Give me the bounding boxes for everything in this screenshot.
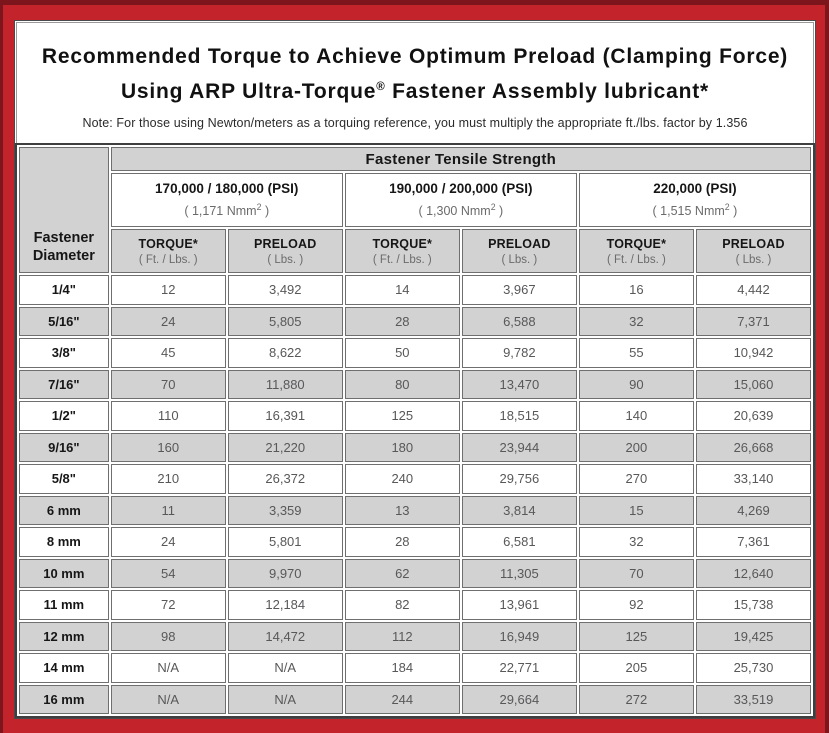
table-row [19,653,811,683]
torque-cell: 11 [111,496,226,526]
document-content [14,20,816,719]
psi-group-3 [579,173,811,227]
torque-cell: 62 [345,559,460,589]
preload-cell: 3,967 [462,275,577,305]
torque-column-header-2: TORQUE* ( Ft. / Lbs. ) [345,229,460,273]
preload-cell: 18,515 [462,401,577,431]
torque-cell: 160 [111,433,226,463]
preload-cell: 12,184 [228,590,343,620]
preload-cell: 26,668 [696,433,811,463]
preload-cell: 4,269 [696,496,811,526]
diameter-cell: 10 mm [19,559,109,589]
torque-cell: 272 [579,685,694,715]
preload-cell: 33,519 [696,685,811,715]
preload-cell: 4,442 [696,275,811,305]
torque-cell: 92 [579,590,694,620]
torque-cell: 70 [579,559,694,589]
preload-cell: 15,060 [696,370,811,400]
torque-cell: 16 [579,275,694,305]
corner-header-fastener-diameter [19,147,109,273]
diameter-cell: 12 mm [19,622,109,652]
preload-cell: 21,220 [228,433,343,463]
preload-cell: 12,640 [696,559,811,589]
diameter-cell: 5/16" [19,307,109,337]
diameter-cell: 1/2" [19,401,109,431]
preload-column-header-1: PRELOAD ( Lbs. ) [228,229,343,273]
table-row [19,464,811,494]
preload-cell: 7,371 [696,307,811,337]
title-line2-pre: Using ARP Ultra-Torque [120,80,377,103]
preload-cell: 19,425 [696,622,811,652]
psi-group-3-nmm: ( 1,515 Nmm$^2$ ) [652,202,738,219]
diameter-cell: 11 mm [19,590,109,620]
diameter-cell: 9/16" [19,433,109,463]
torque-cell: 15 [579,496,694,526]
preload-cell: 15,738 [696,590,811,620]
preload-cell: 9,970 [228,559,343,589]
diameter-cell: 16 mm [19,685,109,715]
red-border-frame [3,5,825,733]
table-row [19,401,811,431]
torque-cell: 210 [111,464,226,494]
torque-cell: 24 [111,307,226,337]
preload-cell: 3,359 [228,496,343,526]
torque-cell: 125 [345,401,460,431]
torque-cell: 112 [345,622,460,652]
page-title-line2 [15,72,815,107]
preload-cell: 13,470 [462,370,577,400]
preload-cell: 29,756 [462,464,577,494]
table-row [19,590,811,620]
preload-cell: 9,782 [462,338,577,368]
torque-cell: 244 [345,685,460,715]
preload-cell: 29,664 [462,685,577,715]
psi-group-1-label: 170,000 / 180,000 (PSI) [155,181,299,197]
torque-cell: 55 [579,338,694,368]
torque-cell: 14 [345,275,460,305]
torque-cell: 12 [111,275,226,305]
diameter-cell: 5/8" [19,464,109,494]
preload-cell: 6,581 [462,527,577,557]
preload-cell: 3,492 [228,275,343,305]
torque-cell: 205 [579,653,694,683]
psi-group-2-label: 190,000 / 200,000 (PSI) [389,181,533,197]
preload-cell: 20,639 [696,401,811,431]
preload-cell: 11,305 [462,559,577,589]
torque-cell: 28 [345,307,460,337]
torque-cell: 28 [345,527,460,557]
torque-table [15,143,815,718]
torque-cell: 72 [111,590,226,620]
table-header-row-columns [19,229,811,273]
diameter-cell: 7/16" [19,370,109,400]
preload-cell: 5,801 [228,527,343,557]
preload-column-header-3: PRELOAD ( Lbs. ) [696,229,811,273]
psi-group-3-label: 220,000 (PSI) [653,181,737,197]
preload-cell: 3,814 [462,496,577,526]
torque-column-header-1: TORQUE* ( Ft. / Lbs. ) [111,229,226,273]
torque-cell: 180 [345,433,460,463]
preload-cell: 14,472 [228,622,343,652]
torque-cell: 70 [111,370,226,400]
torque-cell: 45 [111,338,226,368]
table-row [19,433,811,463]
preload-column-header-2: PRELOAD ( Lbs. ) [462,229,577,273]
preload-cell: 13,961 [462,590,577,620]
preload-cell: 5,805 [228,307,343,337]
diameter-cell: 3/8" [19,338,109,368]
diameter-cell: 6 mm [19,496,109,526]
conversion-note: Note: For those using Newton/meters as a torquing reference, you must multiply the appropriate ft./lbs. factor by 1.356 [82,116,748,130]
torque-cell: 125 [579,622,694,652]
preload-cell: 11,880 [228,370,343,400]
table-row [19,622,811,652]
corner-header-line1: Fastener [33,230,95,246]
torque-cell: 32 [579,307,694,337]
torque-cell: 184 [345,653,460,683]
table-row [19,685,811,715]
psi-group-1-nmm: ( 1,171 Nmm$^2$ ) [184,202,270,219]
table-row [19,527,811,557]
torque-cell: 54 [111,559,226,589]
torque-cell: 13 [345,496,460,526]
torque-cell: 90 [579,370,694,400]
preload-cell: 7,361 [696,527,811,557]
corner-header-line2: Diameter [32,248,95,264]
table-row [19,275,811,305]
preload-cell: 23,944 [462,433,577,463]
diameter-cell: 8 mm [19,527,109,557]
torque-table-wrapper [15,143,815,718]
preload-cell: 26,372 [228,464,343,494]
tensile-strength-header: Fastener Tensile Strength [111,147,811,171]
table-header-row-tensile [19,147,811,171]
preload-cell: 25,730 [696,653,811,683]
torque-cell: 32 [579,527,694,557]
psi-group-2-nmm: ( 1,300 Nmm$^2$ ) [418,202,504,219]
torque-column-header-3: TORQUE* ( Ft. / Lbs. ) [579,229,694,273]
title-line2-post: Fastener Assembly lubricant* [385,80,710,103]
page-title-line1: Recommended Torque to Achieve Optimum Preload (Clamping Force) [41,45,789,68]
registered-trademark-symbol: ® [376,81,386,93]
preload-cell: 10,942 [696,338,811,368]
torque-cell: 140 [579,401,694,431]
title-area [15,21,815,143]
preload-cell: N/A [228,685,343,715]
table-header-row-psi-groups [19,173,811,227]
table-row [19,370,811,400]
torque-cell: 98 [111,622,226,652]
diameter-cell: 1/4" [19,275,109,305]
psi-group-1 [111,173,343,227]
preload-cell: 22,771 [462,653,577,683]
torque-cell: 50 [345,338,460,368]
table-row [19,559,811,589]
preload-cell: 6,588 [462,307,577,337]
torque-cell: 200 [579,433,694,463]
torque-cell: N/A [111,685,226,715]
table-row [19,496,811,526]
preload-cell: 8,622 [228,338,343,368]
torque-cell: 82 [345,590,460,620]
diameter-cell: 14 mm [19,653,109,683]
preload-cell: 33,140 [696,464,811,494]
preload-cell: N/A [228,653,343,683]
torque-cell: 270 [579,464,694,494]
torque-cell: N/A [111,653,226,683]
torque-cell: 240 [345,464,460,494]
torque-cell: 24 [111,527,226,557]
table-row [19,338,811,368]
psi-group-2 [345,173,577,227]
torque-cell: 80 [345,370,460,400]
preload-cell: 16,391 [228,401,343,431]
torque-cell: 110 [111,401,226,431]
preload-cell: 16,949 [462,622,577,652]
table-row [19,307,811,337]
